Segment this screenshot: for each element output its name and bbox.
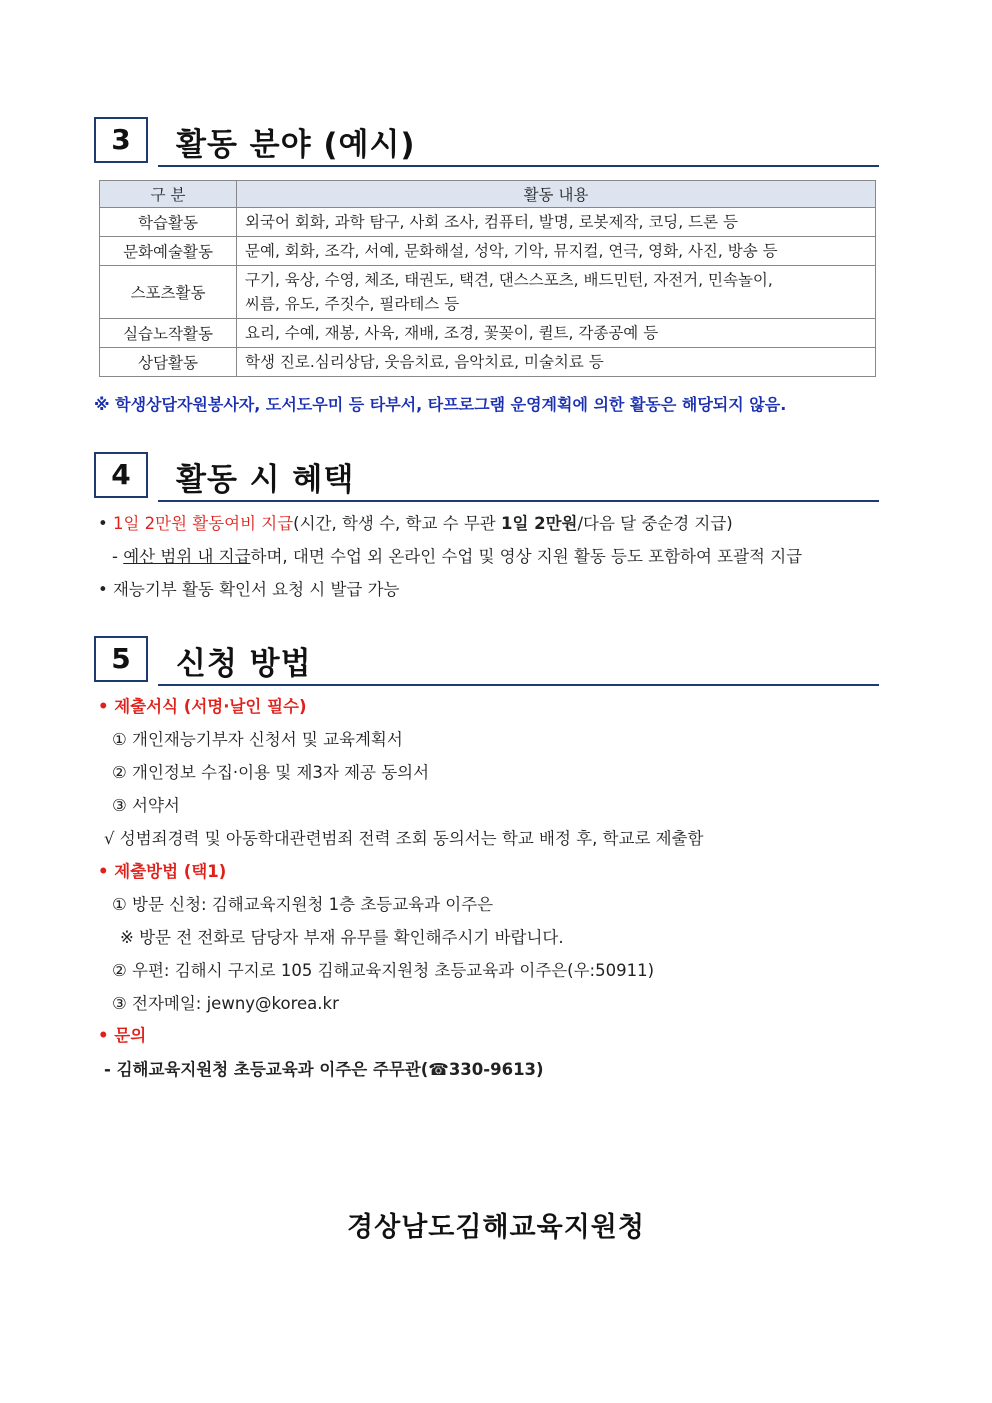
benefit-underlined: 예산 범위 내 지급 — [123, 547, 251, 566]
row-content-line: 씨름, 유도, 주짓수, 필라테스 등 — [245, 295, 460, 313]
method-item: ① 방문 신청: 김해교육지원청 1층 초등교육과 이주은 — [112, 895, 494, 914]
header-category: 구 분 — [100, 181, 237, 208]
section-title: 활동 분야 (예시) — [176, 127, 416, 163]
method-note: ※ 방문 전 전화로 담당자 부재 유무를 확인해주시기 바랍니다. — [120, 928, 564, 947]
table-row — [100, 319, 876, 348]
inquiry-heading: • 문의 — [98, 1026, 147, 1045]
table-header-row — [100, 181, 876, 208]
dash: - — [112, 547, 124, 566]
header-content: 활동 내용 — [237, 181, 876, 208]
row-category: 상담활동 — [100, 348, 237, 377]
method-item: ② 우편: 김해시 구지로 105 김해교육지원청 초등교육과 이주은(우:50911) — [112, 961, 655, 980]
section-title: 신청 방법 — [176, 646, 312, 682]
row-category: 문화예술활동 — [100, 237, 237, 266]
exclusion-note: ※ 학생상담자원봉사자, 도서도우미 등 타부서, 타프로그램 운영계획에 의한 활동은 해당되지 않음. — [94, 395, 787, 414]
section-underline — [158, 500, 879, 502]
table-row — [100, 208, 876, 237]
table-row — [100, 348, 876, 377]
table-row — [100, 237, 876, 266]
section-number: 5 — [94, 636, 148, 682]
form-item: ① 개인재능기부자 신청서 및 교육계획서 — [112, 730, 403, 749]
section-underline — [158, 165, 879, 167]
row-category: 스포츠활동 — [100, 266, 237, 319]
row-category: 학습활동 — [100, 208, 237, 237]
table-row — [100, 266, 876, 319]
row-category: 실습노작활동 — [100, 319, 237, 348]
benefit-text: 하며, 대면 수업 외 온라인 수업 및 영상 지원 활동 등도 포함하여 포괄적 지급 — [250, 547, 803, 566]
benefit-amount: 1일 2만원 — [500, 514, 578, 533]
row-content: 요리, 수예, 재봉, 사육, 재배, 조경, 꽃꽂이, 퀼트, 각종공예 등 — [237, 319, 876, 348]
activity-table — [99, 180, 876, 377]
benefit-highlight: 1일 2만원 활동여비 지급 — [112, 514, 294, 533]
method-item: ③ 전자메일: jewny@korea.kr — [112, 994, 339, 1013]
section-number: 3 — [94, 117, 148, 163]
bullet: • — [98, 514, 108, 533]
section-4-header — [94, 452, 879, 502]
row-content-line: 구기, 육상, 수영, 체조, 태권도, 택견, 댄스스포츠, 배드민턴, 자전거, 민속놀이, — [245, 271, 773, 289]
row-content — [237, 266, 876, 319]
section-underline — [158, 684, 879, 686]
forms-heading: • 제출서식 (서명·날인 필수) — [98, 697, 307, 716]
benefit-line-1 — [98, 510, 733, 534]
form-item: ② 개인정보 수집·이용 및 제3자 제공 동의서 — [112, 763, 430, 782]
issuer-name: 경상남도김해교육지원청 — [347, 1212, 645, 1243]
benefit-line-2 — [112, 543, 802, 567]
benefit-text: /다음 달 중순경 지급) — [577, 514, 733, 533]
check-note: √ 성범죄경력 및 아동학대관련범죄 전력 조회 동의서는 학교 배정 후, 학교로 제출함 — [104, 829, 704, 848]
row-content: 외국어 회화, 과학 탐구, 사회 조사, 컴퓨터, 발명, 로봇제작, 코딩, 드론 등 — [237, 208, 876, 237]
method-heading: • 제출방법 (택1) — [98, 862, 227, 881]
inquiry-contact: - 김해교육지원청 초등교육과 이주은 주무관(☎330-9613) — [104, 1060, 544, 1079]
row-content: 학생 진로.심리상담, 웃음치료, 음악치료, 미술치료 등 — [237, 348, 876, 377]
section-number: 4 — [94, 452, 148, 498]
form-item: ③ 서약서 — [112, 796, 180, 815]
section-5-header — [94, 636, 879, 686]
row-content: 문예, 회화, 조각, 서예, 문화해설, 성악, 기악, 뮤지컬, 연극, 영화, 사진, 방송 등 — [237, 237, 876, 266]
benefit-line-3: • 재능기부 활동 확인서 요청 시 발급 가능 — [98, 580, 400, 599]
section-3-header — [94, 117, 879, 167]
benefit-text: (시간, 학생 수, 학교 수 무관 — [293, 514, 501, 533]
section-title: 활동 시 혜택 — [176, 462, 355, 498]
